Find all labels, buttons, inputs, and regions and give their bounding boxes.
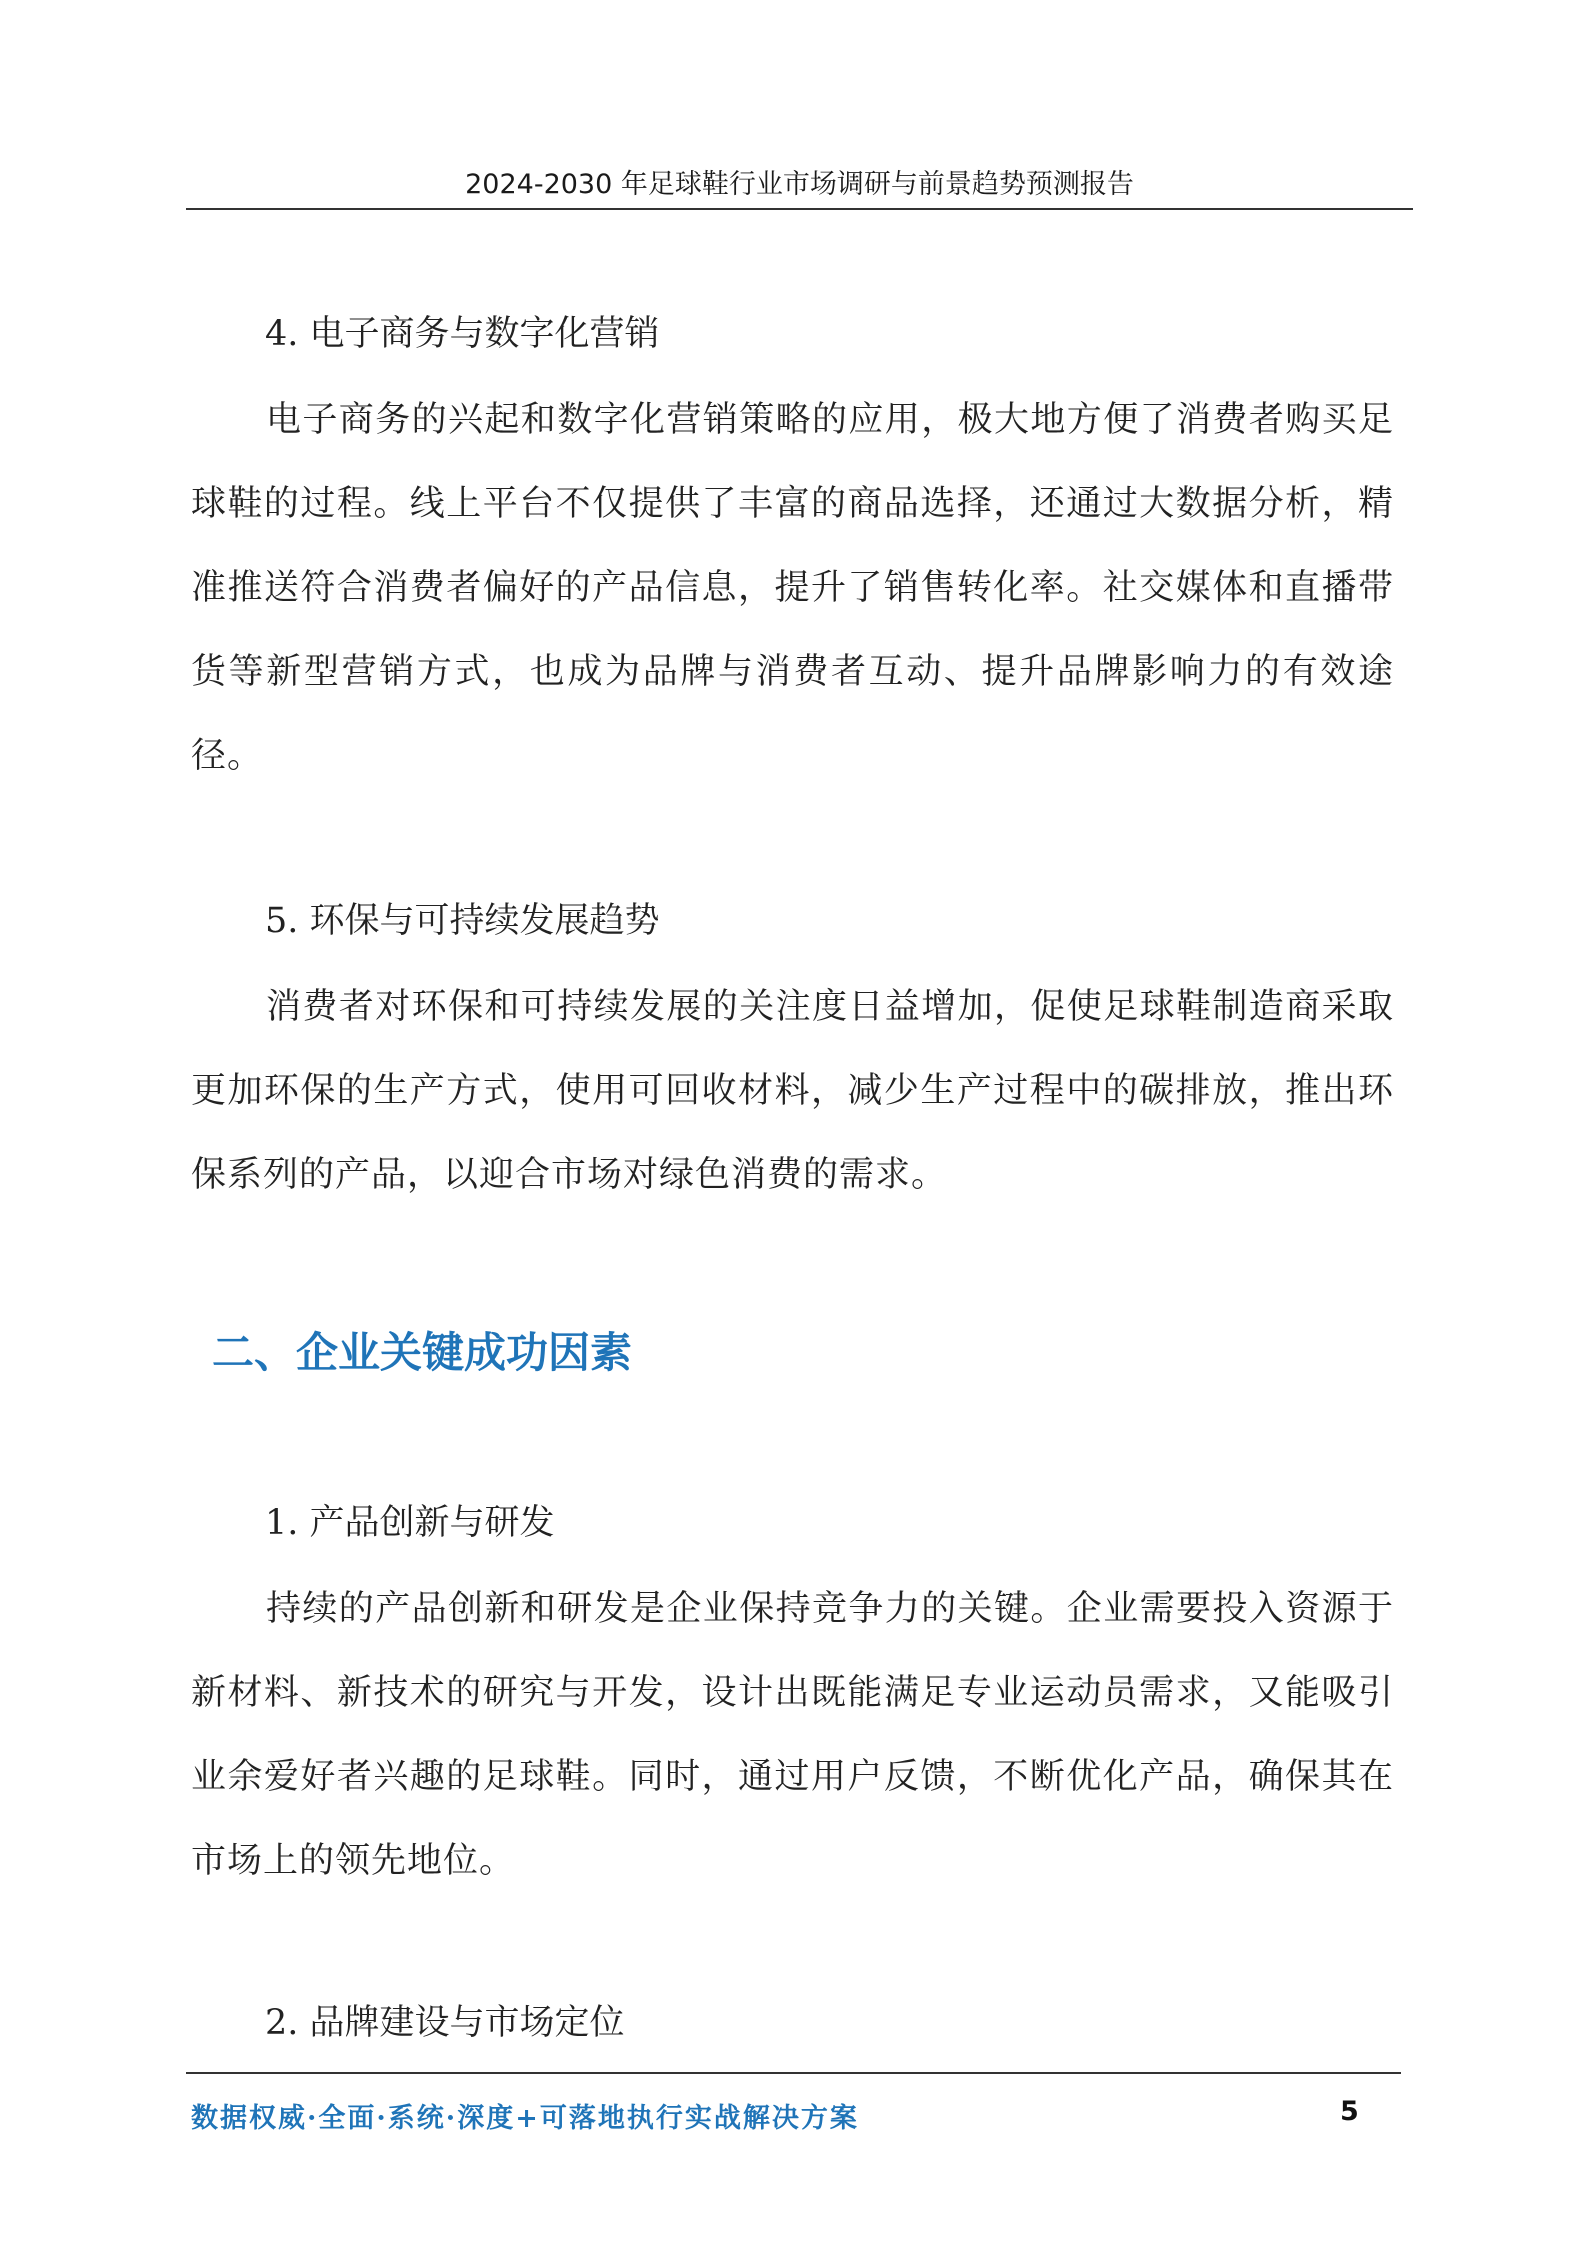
subsection-heading-sustainability: 5. 环保与可持续发展趋势	[265, 901, 660, 941]
page-number: 5	[1340, 2096, 1359, 2127]
subsection-heading-brand-building: 2. 品牌建设与市场定位	[265, 2003, 625, 2043]
section-title-key-success-factors: 二、企业关键成功因素	[212, 1328, 633, 1377]
footer-slogan: 数据权威·全面·系统·深度+可落地执行实战解决方案	[191, 2103, 859, 2134]
paragraph-ecommerce: 电子商务的兴起和数字化营销策略的应用，极大地方便了消费者购买足球鞋的过程。线上平台不仅提供了丰富的商品选择，还通过大数据分析，精准推送符合消费者偏好的产品信息，提升了销售转化率。社交媒体和直播带货等新型营销方式，也成为品牌与消费者互动、提升品牌影响力的有效途径。	[191, 400, 1394, 776]
subsection-heading-ecommerce: 4. 电子商务与数字化营销	[265, 314, 660, 354]
footer-divider	[186, 2072, 1401, 2074]
paragraph-sustainability: 消费者对环保和可持续发展的关注度日益增加，促使足球鞋制造商采取更加环保的生产方式，使用可回收材料，减少生产过程中的碳排放，推出环保系列的产品，以迎合市场对绿色消费的需求。	[191, 987, 1394, 1195]
subsection-heading-product-innovation: 1. 产品创新与研发	[265, 1503, 555, 1543]
paragraph-product-innovation: 持续的产品创新和研发是企业保持竞争力的关键。企业需要投入资源于新材料、新技术的研究与开发，设计出既能满足专业运动员需求，又能吸引业余爱好者兴趣的足球鞋。同时，通过用户反馈，不断优化产品，确保其在市场上的领先地位。	[191, 1589, 1394, 1881]
header-divider	[186, 208, 1413, 210]
page-header-title: 2024-2030 年足球鞋行业市场调研与前景趋势预测报告	[465, 169, 1134, 200]
